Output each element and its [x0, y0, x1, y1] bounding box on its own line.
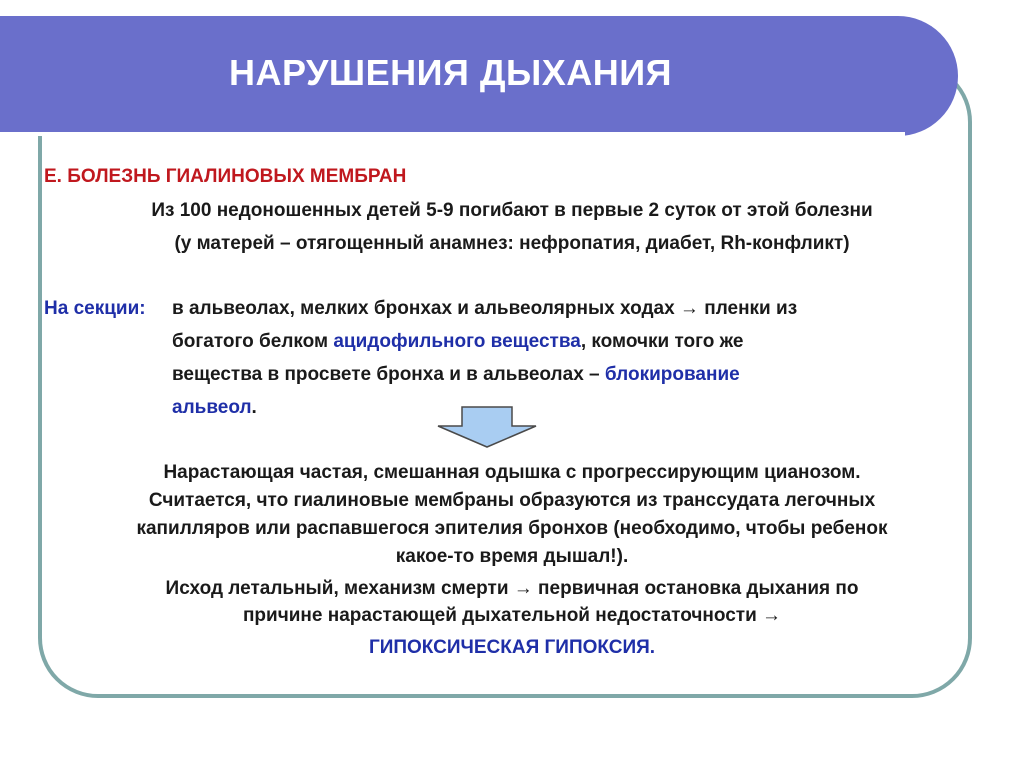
section-heading: Е. БОЛЕЗНЬ ГИАЛИНОВЫХ МЕМБРАН [44, 166, 407, 187]
final-conclusion: ГИПОКСИЧЕСКАЯ ГИПОКСИЯ. [368, 637, 656, 658]
outcome-line-1: Исход летальный, механизм смерти → первичная остановка дыхания по [165, 578, 859, 599]
acidophilic-term: ацидофильного вещества [333, 331, 581, 352]
slide-title: НАРУШЕНИЯ ДЫХАНИЯ [229, 52, 673, 93]
conclusion-line-2: Считается, что гиалиновые мембраны образуются из транссудата легочных [148, 490, 876, 511]
outcome-line-2: причине нарастающей дыхательной недостаточности → [242, 605, 782, 626]
autopsy-line-3: вещества в просвете бронха и в альвеолах – блокирование [172, 364, 740, 385]
blocking-term: блокирование [604, 364, 740, 385]
autopsy-line-2: богатого белком ацидофильного вещества, комочки того же [172, 331, 744, 352]
autopsy-label: На секции: [44, 298, 146, 319]
conclusion-line-3: капилляров или распавшегося эпителия бронхов (необходимо, чтобы ребенок [136, 518, 888, 539]
autopsy-line-1: в альвеолах, мелких бронхах и альвеолярных ходах → пленки из [172, 298, 798, 319]
autopsy-line-4: альвеол. [172, 397, 257, 418]
intro-line-2: (у матерей – отягощенный анамнез: нефропатия, диабет, Rh-конфликт) [174, 233, 850, 254]
intro-line-1: Из 100 недоношенных детей 5-9 погибают в первые 2 суток от этой болезни [151, 200, 873, 221]
banner-divider [0, 132, 905, 136]
down-arrow-icon [437, 406, 537, 448]
conclusion-line-4: какое-то время дышал!). [395, 546, 629, 567]
conclusion-line-1: Нарастающая частая, смешанная одышка с прогрессирующим цианозом. [163, 462, 861, 483]
